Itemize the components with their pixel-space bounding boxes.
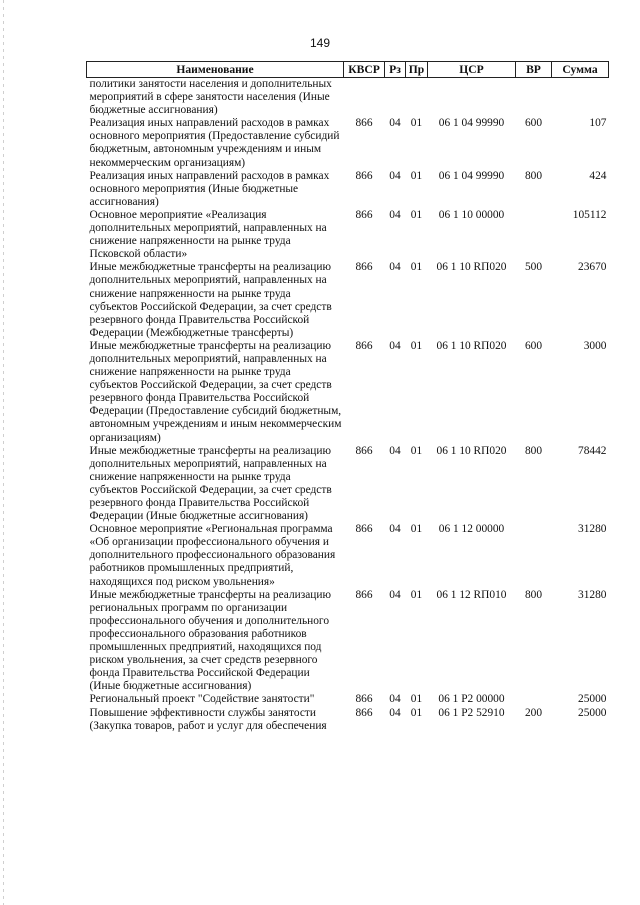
cell-rz: 04: [389, 208, 401, 221]
cell-csr: 06 1 04 99990: [438, 169, 505, 182]
table-row: [87, 445, 609, 524]
page-number: 149: [309, 36, 331, 50]
cell-pr: 01: [410, 706, 423, 719]
budget-table: [86, 61, 609, 733]
cell-kvsr: 866: [355, 339, 373, 352]
cell-kvsr: 866: [355, 169, 373, 182]
cell-csr: 06 1 P2 00000: [438, 693, 505, 706]
table-row: [87, 78, 609, 118]
cell-kvsr: 866: [355, 588, 373, 601]
header-rz: Рз: [385, 62, 406, 78]
table-body: [87, 78, 609, 733]
cell-sum: 25000: [578, 693, 607, 706]
cell-pr: 01: [410, 208, 423, 221]
cell-vr: 800: [524, 588, 543, 601]
cell-sum: 31280: [578, 588, 607, 601]
cell-vr: 600: [524, 339, 543, 352]
cell-sum: 107: [589, 117, 607, 130]
cell-name: Региональный проект "Содействие занятости": [89, 693, 315, 706]
cell-sum: 3000: [583, 339, 607, 352]
cell-sum: 78442: [578, 444, 607, 457]
cell-vr: 800: [524, 169, 543, 182]
table-row: [87, 340, 609, 445]
cell-kvsr: 866: [355, 117, 373, 130]
cell-pr: 01: [410, 339, 423, 352]
cell-rz: 04: [389, 706, 401, 719]
table-row: [87, 523, 609, 588]
table-row: [87, 261, 609, 340]
cell-name: политики занятости населения и дополнительных мероприятий в сфере занятости населения (Иные бюджетные ассигнования): [89, 78, 332, 117]
cell-pr: 01: [410, 693, 423, 706]
cell-vr: [516, 209, 552, 261]
header-kvsr: КВСР: [344, 62, 385, 78]
cell-name: Иные межбюджетные трансферты на реализацию дополнительных мероприятий, направленных на снижение напряженности на рынке труда субъектов Российской Федерации, за счет средств резервного фонда Правительства Российской Федерации (Иные бюджетные ассигнования): [89, 444, 332, 523]
cell-vr: 800: [524, 444, 543, 457]
cell-sum: 424: [589, 169, 607, 182]
cell-pr: 01: [410, 169, 423, 182]
cell-name: Повышение эффективности службы занятости (Закупка товаров, работ и услуг для обеспечения: [89, 706, 327, 732]
cell-kvsr: [344, 78, 385, 118]
cell-vr: 200: [524, 706, 543, 719]
cell-name: Основное мероприятие «Реализация дополнительных мероприятий, направленных на снижение напряженности на рынке труда Псковской области»: [89, 208, 327, 261]
cell-rz: 04: [389, 523, 401, 536]
cell-pr: 01: [410, 117, 423, 130]
cell-sum: 105112: [572, 208, 607, 221]
cell-csr: 06 1 12 RП010: [436, 588, 507, 601]
cell-pr: [406, 78, 428, 118]
table-row: [87, 209, 609, 261]
cell-kvsr: 866: [355, 523, 373, 536]
cell-name: Реализация иных направлений расходов в рамках основного мероприятия (Предоставление субсидий бюджетным, автономным учреждениям и иным некоммерческим организациям): [89, 117, 340, 169]
cell-csr: 06 1 P2 52910: [438, 706, 505, 719]
cell-sum: 23670: [578, 261, 607, 274]
cell-vr: [516, 78, 552, 118]
cell-rz: 04: [389, 588, 401, 601]
cell-vr: [516, 693, 552, 706]
cell-csr: 06 1 12 00000: [438, 523, 505, 536]
cell-pr: 01: [410, 261, 423, 274]
cell-sum: [552, 78, 609, 118]
cell-kvsr: 866: [355, 444, 373, 457]
header-csr: ЦСР: [428, 62, 516, 78]
cell-rz: 04: [389, 693, 401, 706]
cell-name: Иные межбюджетные трансферты на реализацию региональных программ по организации профессионального обучения и дополнительного профессионального образования работников промышленных предприятий, находящихся под риском увольнения, за счет средств резервного фонда Правительства Российской Федерации (Иные бюджетные ассигнования): [89, 588, 331, 693]
table-row: [87, 707, 609, 733]
cell-rz: 04: [389, 169, 401, 182]
cell-pr: 01: [410, 444, 423, 457]
cell-sum: 31280: [578, 523, 607, 536]
cell-name: Реализация иных направлений расходов в рамках основного мероприятия (Иные бюджетные ассигнования): [89, 169, 330, 208]
table-row: [87, 589, 609, 694]
cell-pr: 01: [410, 588, 423, 601]
scan-edge: [3, 0, 4, 905]
table-header: [87, 62, 609, 78]
cell-vr: 500: [524, 261, 543, 274]
cell-csr: 06 1 10 RП020: [436, 444, 507, 457]
cell-rz: 04: [389, 444, 401, 457]
cell-kvsr: 866: [355, 261, 373, 274]
cell-rz: 04: [389, 339, 401, 352]
header-name: Наименование: [87, 62, 344, 78]
cell-sum: 25000: [578, 706, 607, 719]
table-row: [87, 693, 609, 706]
cell-rz: 04: [389, 117, 401, 130]
cell-rz: [385, 78, 406, 118]
header-vr: ВР: [516, 62, 552, 78]
cell-kvsr: 866: [355, 693, 373, 706]
table-row: [87, 117, 609, 169]
header-sum: Сумма: [552, 62, 609, 78]
table-row: [87, 170, 609, 209]
cell-csr: 06 1 10 00000: [438, 208, 505, 221]
cell-csr: 06 1 04 99990: [438, 117, 505, 130]
cell-csr: 06 1 10 RП020: [436, 261, 507, 274]
cell-csr: [428, 78, 516, 118]
cell-name: Основное мероприятие «Региональная программа «Об организации профессионального обучения и дополнительного профессионального образования работников промышленных предприятий, находящихся под риском увольнения»: [89, 523, 336, 588]
cell-name: Иные межбюджетные трансферты на реализацию дополнительных мероприятий, направленных на снижение напряженности на рынке труда субъектов Российской Федерации, за счет средств резервного фонда Правительства Российской Федерации (Межбюджетные трансферты): [89, 261, 332, 339]
cell-vr: [516, 523, 552, 588]
cell-pr: 01: [410, 523, 423, 536]
cell-csr: 06 1 10 RП020: [436, 339, 507, 352]
cell-name: Иные межбюджетные трансферты на реализацию дополнительных мероприятий, направленных на снижение напряженности на рынке труда субъектов Российской Федерации, за счет средств резервного фонда Правительства Российской Федерации (Предоставление субсидий бюджетным, автономным учреждениям и иным некоммерческим организациям): [89, 339, 342, 444]
header-pr: Пр: [406, 62, 428, 78]
cell-kvsr: 866: [355, 706, 373, 719]
cell-kvsr: 866: [355, 208, 373, 221]
cell-vr: 600: [524, 117, 543, 130]
cell-rz: 04: [389, 261, 401, 274]
